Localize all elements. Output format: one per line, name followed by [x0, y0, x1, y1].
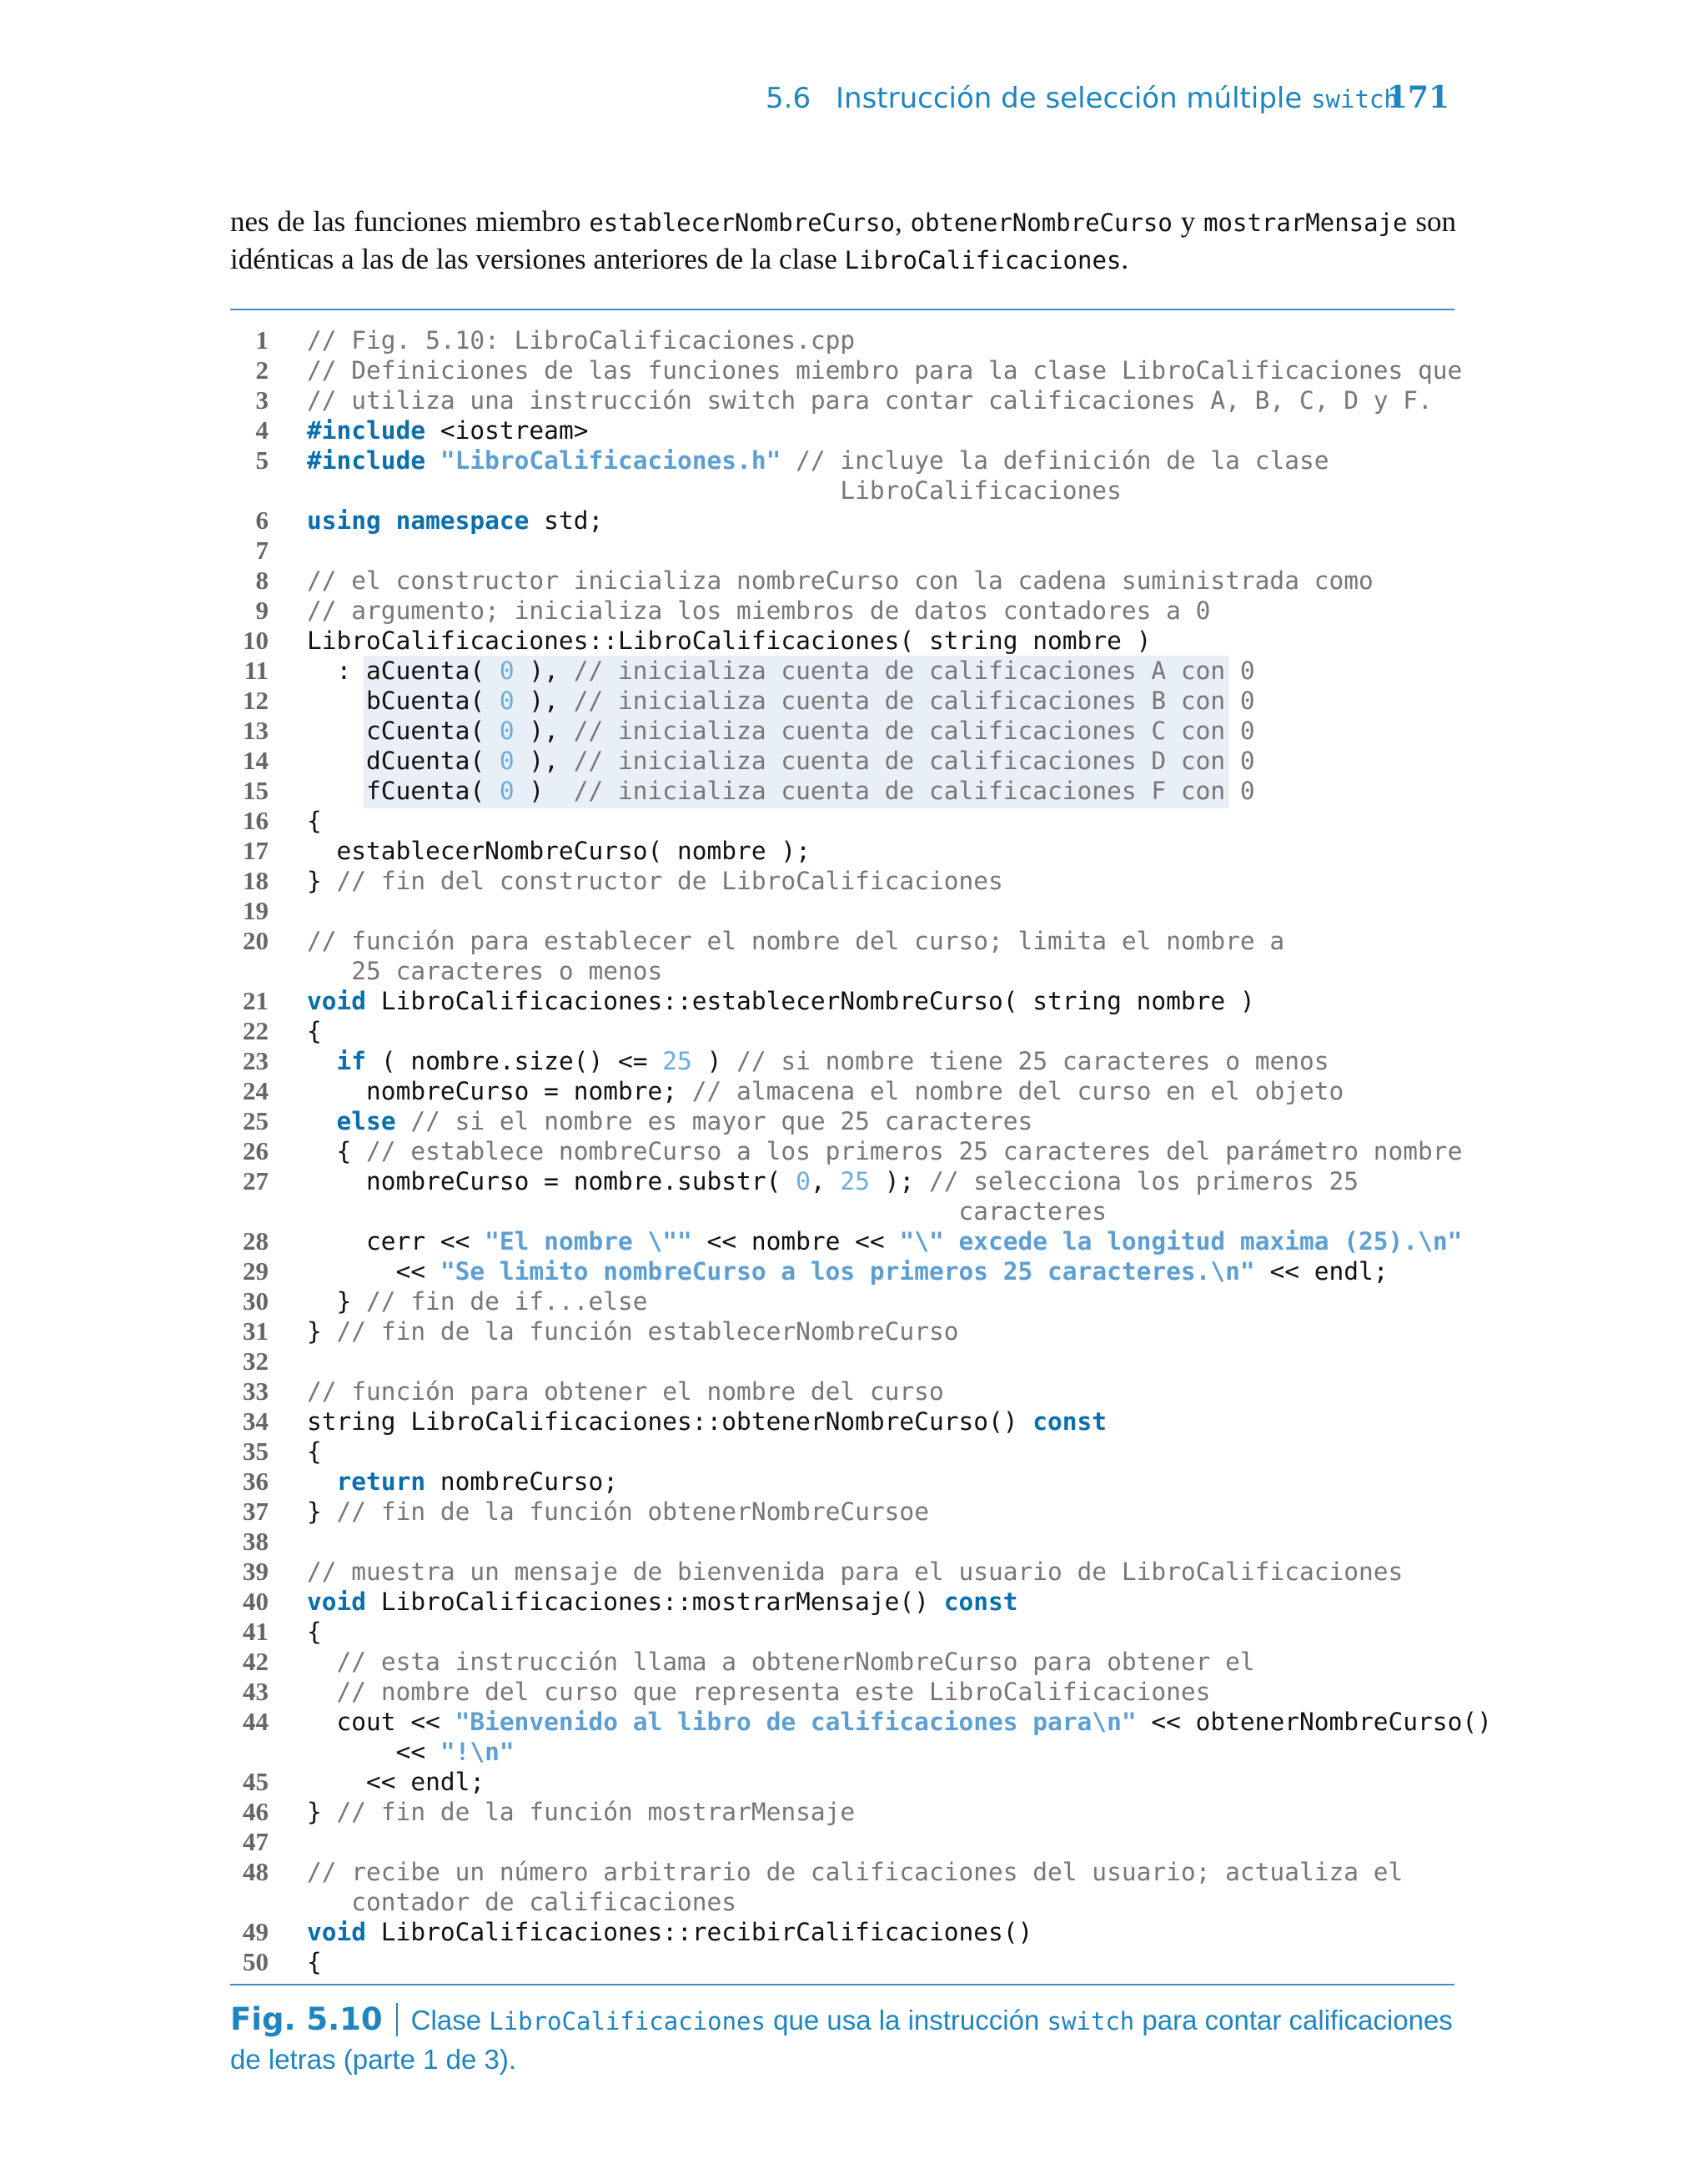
line-number: 36	[243, 1467, 269, 1496]
code-line	[230, 1827, 1454, 1857]
code-token-string: "Bienvenido al libro de calificaciones para\n"	[455, 1708, 1137, 1736]
code-token-plain: ),	[514, 657, 574, 685]
line-number: 39	[243, 1557, 269, 1586]
line-number: 13	[243, 716, 269, 745]
line-number: 12	[243, 686, 269, 715]
code-token-number: 25	[662, 1047, 692, 1075]
line-number: 27	[243, 1166, 269, 1195]
code-token-comment: // fin de la función mostrarMensaje	[336, 1798, 856, 1826]
code-text	[307, 1917, 1032, 1947]
line-number: 31	[243, 1316, 269, 1346]
code-line	[230, 1226, 1463, 1256]
line-number: 11	[244, 656, 269, 685]
code-line	[230, 1256, 1454, 1286]
line-number: 41	[243, 1617, 269, 1646]
code-text	[307, 1557, 1403, 1587]
code-token-comment: // recibe un número arbitrario de calificaciones del usuario; actualiza el contador de calificaciones	[307, 1858, 1404, 1916]
code-token-number: 0	[499, 657, 515, 685]
line-number: 5	[255, 445, 269, 475]
code-token-string: "LibroCalificaciones.h"	[440, 446, 781, 475]
code-line	[230, 926, 1454, 986]
code-text	[307, 866, 1003, 896]
code-token-plain: nombreCurso = nombre.substr(	[307, 1167, 796, 1195]
code-token-plain	[307, 1047, 337, 1075]
line-number: 29	[243, 1256, 269, 1286]
code-text	[307, 1256, 1389, 1286]
code-token-plain	[307, 1107, 337, 1135]
code-token-plain: ,	[810, 1167, 841, 1195]
intro-code-1: establecerNombreCurso	[589, 209, 895, 237]
line-number: 30	[243, 1286, 269, 1316]
code-token-comment: // Fig. 5.10: LibroCalificaciones.cpp	[307, 326, 856, 355]
code-text	[307, 986, 1255, 1016]
code-line	[230, 1376, 1454, 1407]
code-token-plain: }	[307, 1287, 367, 1316]
code-token-plain: cerr <<	[307, 1227, 485, 1256]
code-text	[307, 1797, 855, 1827]
code-token-plain: }	[307, 1798, 337, 1826]
code-token-plain: LibroCalificaciones::recibirCalificaciones()	[366, 1918, 1033, 1946]
line-number: 44	[243, 1707, 269, 1736]
code-line	[230, 866, 1454, 896]
line-number: 10	[243, 626, 269, 655]
line-number: 33	[243, 1376, 269, 1406]
code-text	[307, 1587, 1018, 1617]
code-token-plain: fCuenta(	[307, 777, 500, 805]
line-number: 1	[255, 325, 269, 355]
code-token-plain: << endl;	[307, 1768, 485, 1796]
code-token-plain: {	[307, 1137, 367, 1165]
caption-code-1: LibroCalificaciones	[489, 2007, 766, 2036]
code-text	[307, 836, 811, 866]
intro-code-2: obtenerNombreCurso	[910, 209, 1173, 237]
code-token-plain: LibroCalificaciones::LibroCalificaciones( string nombre )	[307, 627, 1152, 655]
code-line	[230, 1617, 1454, 1647]
code-line	[230, 896, 1454, 926]
code-token-comment: // el constructor inicializa nombreCurso con la cadena suministrada como	[307, 566, 1374, 595]
code-text	[307, 626, 1151, 656]
code-token-plain: ),	[514, 687, 574, 715]
code-token-string: "Se limito nombreCurso a los primeros 25 caracteres.\n"	[440, 1257, 1255, 1286]
code-token-plain: {	[307, 1437, 322, 1466]
code-text	[307, 746, 1255, 776]
line-number: 40	[243, 1587, 269, 1616]
line-number: 42	[243, 1647, 269, 1676]
code-token-comment: // inicializa cuenta de calificaciones C con 0	[573, 717, 1255, 745]
code-line	[230, 1707, 1492, 1767]
code-line	[230, 1106, 1454, 1136]
line-number: 9	[255, 596, 269, 625]
code-token-plain: )	[514, 777, 574, 805]
code-token-comment: // si nombre tiene 25 caracteres o menos	[736, 1047, 1329, 1075]
line-number: 47	[243, 1827, 269, 1856]
line-number: 21	[243, 986, 269, 1015]
line-number: 14	[243, 746, 269, 775]
code-token-plain	[396, 1107, 411, 1135]
code-text	[307, 506, 603, 536]
code-token-keyword: #include	[307, 446, 426, 475]
code-token-comment: // inicializa cuenta de calificaciones A con 0	[573, 657, 1255, 685]
line-number: 32	[243, 1346, 269, 1376]
code-token-plain: nombreCurso;	[425, 1467, 618, 1496]
line-number: 50	[243, 1947, 269, 1976]
code-text	[307, 1166, 1359, 1226]
code-token-plain: }	[307, 1317, 337, 1346]
code-token-comment: // fin de if...else	[366, 1287, 648, 1316]
caption-divider	[396, 2003, 398, 2036]
code-token-keyword: const	[1032, 1407, 1108, 1436]
code-line	[230, 656, 1454, 686]
code-line	[230, 1677, 1454, 1707]
figure-caption: Fig. 5.10 Clase LibroCalificaciones que usa la instrucción switch para contar calificaciones de letras (parte 1 de 3).	[230, 2001, 1453, 2075]
code-token-string: "\" excede la longitud maxima (25).\n"	[899, 1227, 1463, 1256]
code-token-plain: bCuenta(	[307, 687, 500, 715]
code-text	[307, 656, 1255, 686]
line-number: 23	[243, 1046, 269, 1075]
code-line	[230, 626, 1454, 656]
code-text	[307, 1136, 1462, 1166]
code-token-plain: std;	[529, 506, 604, 535]
code-token-plain: dCuenta(	[307, 747, 500, 775]
caption-code-2: switch	[1047, 2007, 1135, 2036]
bottom-rule	[230, 1984, 1454, 1985]
code-line	[230, 1797, 1454, 1827]
code-token-comment: // selecciona los primeros 25 caracteres	[928, 1167, 1359, 1225]
code-token-string: "El nombre \""	[485, 1227, 692, 1256]
code-token-plain: cout <<	[307, 1708, 455, 1736]
code-line	[230, 1407, 1454, 1437]
code-text	[307, 1046, 1329, 1076]
code-token-number: 25	[840, 1167, 870, 1195]
code-token-plain: ),	[514, 747, 574, 775]
line-number: 7	[255, 536, 269, 565]
code-token-keyword: if	[336, 1047, 367, 1075]
code-line	[230, 1557, 1454, 1587]
code-token-plain: : aCuenta(	[307, 657, 500, 685]
code-token-plain: {	[307, 807, 322, 835]
code-text	[307, 776, 1255, 806]
code-token-comment: // inicializa cuenta de calificaciones B con 0	[573, 687, 1255, 715]
code-line	[230, 1046, 1454, 1076]
code-token-plain: cCuenta(	[307, 717, 500, 745]
code-line	[230, 716, 1454, 746]
code-text	[307, 325, 855, 355]
intro-code-4: LibroCalificaciones	[844, 246, 1122, 274]
code-token-plain: ( nombre.size() <=	[366, 1047, 663, 1075]
line-number: 43	[243, 1677, 269, 1706]
intro-paragraph: nes de las funciones miembro establecerNombreCurso, obtenerNombreCurso y mostrarMensaje son idénticas a las de las versiones anteriores de la clase LibroCalificaciones.	[230, 205, 1456, 275]
code-token-keyword: const	[943, 1588, 1018, 1616]
code-token-comment: // utiliza una instrucción switch para contar calificaciones A, B, C, D y F.	[307, 386, 1433, 415]
code-text	[307, 1707, 1492, 1767]
code-line	[230, 1647, 1454, 1677]
line-number: 20	[243, 926, 269, 955]
code-line	[230, 506, 1454, 536]
code-line	[230, 1286, 1454, 1316]
code-text	[307, 926, 1284, 986]
code-token-keyword: void	[307, 987, 367, 1015]
code-line	[230, 536, 1454, 566]
line-number: 34	[243, 1407, 269, 1436]
code-token-comment: // fin de la función establecerNombreCurso	[336, 1317, 959, 1346]
code-token-plain	[307, 1648, 337, 1676]
code-token-plain: << endl;	[1254, 1257, 1389, 1286]
section-number: 5.6	[766, 82, 811, 115]
code-text	[307, 1106, 1032, 1136]
line-number: 6	[255, 506, 269, 535]
line-number: 3	[255, 385, 269, 415]
code-text	[307, 686, 1255, 716]
code-token-plain	[781, 446, 796, 475]
code-text	[307, 1016, 322, 1046]
code-token-plain: }	[307, 867, 337, 895]
code-line	[230, 385, 1454, 415]
code-text	[307, 1617, 322, 1647]
code-line	[230, 776, 1454, 806]
code-token-comment: // fin de la función obtenerNombreCursoe	[336, 1497, 929, 1526]
code-line	[230, 1316, 1454, 1346]
line-number: 48	[243, 1857, 269, 1886]
code-token-comment: // función para obtener el nombre del curso	[307, 1377, 944, 1406]
code-token-plain: }	[307, 1497, 337, 1526]
code-line	[230, 1467, 1454, 1497]
code-text	[307, 566, 1374, 596]
code-token-plain: {	[307, 1948, 322, 1976]
code-line	[230, 1947, 1454, 1977]
code-token-plain: {	[307, 1017, 322, 1045]
line-number: 15	[243, 776, 269, 805]
code-text	[307, 1467, 618, 1497]
code-token-number: 0	[796, 1167, 811, 1195]
code-token-plain: << nombre <<	[691, 1227, 900, 1256]
code-token-number: 0	[499, 717, 515, 745]
line-number: 4	[255, 415, 269, 445]
code-token-plain: LibroCalificaciones::mostrarMensaje()	[366, 1588, 944, 1616]
code-token-comment: // muestra un mensaje de bienvenida para el usuario de LibroCalificaciones	[307, 1558, 1404, 1586]
figure-label: Fig. 5.10	[230, 2001, 383, 2037]
code-token-plain	[425, 446, 440, 475]
code-text	[307, 1497, 929, 1527]
code-token-plain: nombreCurso = nombre;	[307, 1077, 692, 1105]
code-line	[230, 1076, 1454, 1106]
code-token-plain: ),	[514, 717, 574, 745]
code-token-comment: // inicializa cuenta de calificaciones D con 0	[573, 747, 1255, 775]
code-text	[307, 1407, 1107, 1437]
code-text	[307, 1226, 1462, 1256]
code-token-comment: // inicializa cuenta de calificaciones F con 0	[573, 777, 1255, 805]
line-number: 45	[243, 1767, 269, 1796]
code-line	[230, 1497, 1454, 1527]
line-number: 37	[243, 1497, 269, 1526]
code-line	[230, 445, 1454, 506]
code-token-plain: )	[691, 1047, 737, 1075]
code-token-plain: <<	[307, 1257, 440, 1286]
code-token-comment: // fin del constructor de LibroCalificaciones	[336, 867, 1003, 895]
code-token-comment: // almacena el nombre del curso en el objeto	[691, 1077, 1344, 1105]
line-number: 49	[243, 1917, 269, 1946]
code-line	[230, 1437, 1454, 1467]
code-token-plain	[307, 1467, 337, 1496]
line-number: 38	[243, 1527, 269, 1556]
line-number: 26	[243, 1136, 269, 1165]
code-token-number: 0	[499, 747, 515, 775]
code-token-keyword: #include	[307, 416, 426, 445]
code-line	[230, 596, 1454, 626]
code-line	[230, 1917, 1454, 1947]
code-text	[307, 415, 588, 445]
code-text	[307, 1647, 1255, 1677]
code-token-comment: // incluye la definición de la clase LibroCalificaciones	[796, 446, 1329, 505]
line-number: 22	[243, 1016, 269, 1045]
code-line	[230, 566, 1454, 596]
running-header	[766, 82, 1449, 122]
code-line	[230, 1166, 1454, 1226]
code-text	[307, 1767, 485, 1797]
code-token-comment: // esta instrucción llama a obtenerNombreCurso para obtener el	[336, 1648, 1255, 1676]
line-number: 24	[243, 1076, 269, 1105]
line-number: 35	[243, 1437, 269, 1466]
code-token-number: 0	[499, 687, 515, 715]
code-token-plain: << obtenerNombreCurso() <<	[395, 1708, 1492, 1766]
section-title: Instrucción de selección múltiple switch	[836, 82, 1399, 115]
code-line	[230, 415, 1454, 445]
code-text	[307, 1857, 1403, 1917]
code-line	[230, 1346, 1454, 1376]
line-number: 16	[243, 806, 269, 835]
code-line	[230, 1136, 1463, 1166]
code-token-comment: // si el nombre es mayor que 25 caracteres	[410, 1107, 1033, 1135]
code-token-plain: LibroCalificaciones::establecerNombreCurso( string nombre )	[366, 987, 1255, 1015]
code-token-comment: // argumento; inicializa los miembros de datos contadores a 0	[307, 596, 1211, 625]
code-token-keyword: return	[336, 1467, 426, 1496]
code-token-plain	[307, 1678, 337, 1706]
code-line	[230, 1527, 1454, 1557]
code-token-keyword: using namespace	[307, 506, 530, 535]
line-number: 28	[243, 1226, 269, 1256]
intro-code-3: mostrarMensaje	[1203, 209, 1408, 237]
code-token-plain: );	[869, 1167, 929, 1195]
section-title-code: switch	[1311, 85, 1399, 113]
code-line	[230, 325, 1454, 355]
code-text	[307, 445, 1329, 506]
code-line	[230, 1767, 1454, 1797]
top-rule	[230, 309, 1454, 310]
code-line	[230, 1016, 1454, 1046]
code-listing	[230, 325, 1492, 1977]
code-line	[230, 986, 1454, 1016]
code-token-keyword: void	[307, 1588, 367, 1616]
code-text	[307, 1677, 1210, 1707]
code-token-comment: // establece nombreCurso a los primeros 25 caracteres del parámetro nombre	[366, 1137, 1463, 1165]
line-number: 19	[243, 896, 269, 925]
line-number: 18	[243, 866, 269, 895]
code-text	[307, 355, 1462, 385]
code-text	[307, 806, 322, 836]
code-line	[230, 1857, 1454, 1917]
code-text	[307, 716, 1255, 746]
code-token-plain: establecerNombreCurso( nombre );	[307, 837, 811, 865]
line-number: 25	[243, 1106, 269, 1135]
code-text	[307, 1286, 648, 1316]
code-text	[307, 1437, 322, 1467]
code-line	[230, 806, 1454, 836]
code-token-number: 0	[499, 777, 515, 805]
code-token-string: "!\n"	[440, 1738, 515, 1766]
code-line	[230, 836, 1454, 866]
code-line	[230, 1587, 1454, 1617]
code-line	[230, 355, 1463, 385]
code-text	[307, 1947, 322, 1977]
code-line	[230, 746, 1454, 776]
page-number: 171	[1386, 80, 1449, 115]
line-number: 46	[243, 1797, 269, 1826]
code-token-keyword: void	[307, 1918, 367, 1946]
code-text	[307, 1376, 944, 1407]
code-text	[307, 1316, 958, 1346]
code-text	[307, 385, 1433, 415]
code-token-comment: // función para establecer el nombre del curso; limita el nombre a 25 caracteres o menos	[307, 927, 1285, 985]
line-number: 2	[255, 355, 269, 385]
code-token-comment: // Definiciones de las funciones miembro para la clase LibroCalificaciones que	[307, 356, 1463, 385]
code-text	[307, 1076, 1344, 1106]
code-token-plain: string LibroCalificaciones::obtenerNombreCurso()	[307, 1407, 1033, 1436]
code-token-plain: {	[307, 1618, 322, 1646]
code-token-keyword: else	[336, 1107, 396, 1135]
code-token-plain: <iostream>	[425, 416, 589, 445]
code-line	[230, 686, 1454, 716]
code-token-comment: // nombre del curso que representa este LibroCalificaciones	[336, 1678, 1211, 1706]
line-number: 17	[243, 836, 269, 865]
line-number: 8	[255, 566, 269, 595]
code-text	[307, 596, 1210, 626]
